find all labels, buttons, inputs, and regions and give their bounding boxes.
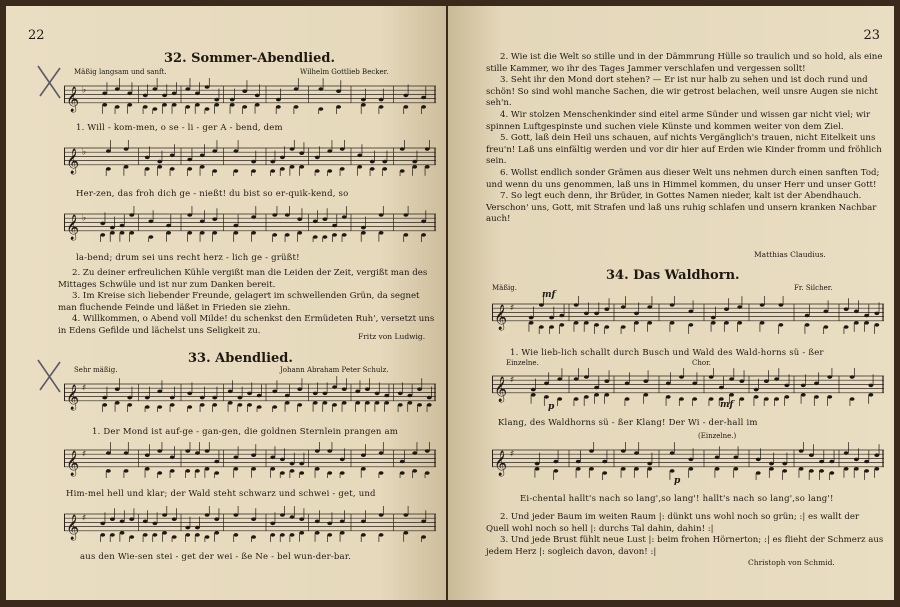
dynamic-marking: mf: [542, 290, 556, 300]
verse: 3. Seht ihr den Mond dort stehen? — Er ist nur halb zu sehen und ist doch rund und schön! So sind wohl manche Sachen, die wir getrost belachen, weil unsre Augen sie nicht seh'n.: [486, 75, 878, 109]
song-33-composer: Johann Abraham Peter Schulz.: [280, 366, 389, 374]
dynamic-marking: mf: [720, 400, 734, 410]
music-staff: [492, 296, 884, 334]
svg-text:♯: ♯: [82, 513, 87, 524]
svg-text:𝄞: 𝄞: [66, 86, 80, 112]
music-staff: [492, 442, 884, 480]
music-staff: [64, 78, 436, 114]
verse: 7. So legt euch denn, ihr Brüder, in Gottes Namen nieder, kalt ist der Abendhauch. Verschon' uns, Gott, mit Strafen und laß uns ruhig schlafen und unsern kranken Nachbar auch!: [486, 191, 877, 225]
lyric-line: aus den Wie-sen stei - get der wei - ße Ne - bel wun-der-bar.: [80, 552, 352, 562]
svg-text:𝄞: 𝄞: [66, 148, 80, 174]
svg-text:𝄞: 𝄞: [494, 450, 508, 476]
song-33-verses: [486, 52, 884, 226]
svg-text:♯: ♯: [510, 449, 515, 460]
svg-text:♭: ♭: [82, 85, 87, 96]
dynamic-marking: p: [548, 402, 555, 412]
lyric-line: Her-zen, das froh dich ge - nießt! du bist so er-quik-kend, so: [76, 189, 349, 199]
svg-text:𝄞: 𝄞: [66, 384, 80, 410]
section-label: Chor.: [692, 359, 711, 367]
svg-text:♭: ♭: [82, 147, 87, 158]
lyric-line: 1. Der Mond ist auf-ge - gan-gen, die goldnen Sternlein prangen am: [92, 427, 399, 437]
pencil-x-mark-1: [34, 62, 64, 102]
lyric-line: la-bend; drum sei uns recht herz - lich ge - grüßt!: [76, 253, 300, 263]
music-staff: [64, 442, 436, 478]
music-staff: [64, 376, 436, 412]
song-33-verse-author: Matthias Claudius.: [754, 250, 826, 259]
section-label: (Einzelne.): [698, 432, 737, 440]
lyric-line: Him-mel hell und klar; der Wald steht schwarz und schwei - get, und: [66, 489, 376, 499]
song-32-verse-author: Fritz von Ludwig.: [358, 332, 426, 341]
music-staff: [64, 206, 436, 242]
music-staff: [64, 506, 436, 542]
music-staff: [492, 368, 884, 406]
song-32-title: 32. Sommer-Abendlied.: [164, 51, 335, 66]
verse: 4. Wir stolzen Menschenkinder sind eitel arme Sünder und wissen gar nicht viel; wir spinnen Luftgespinste und suchen viele Künste und kommen weiter von dem Ziel.: [486, 109, 871, 132]
verse: 3. Im Kreise sich liebender Freunde, gelagert im schwellenden Grün, da segnet man fluchende Feinde und läßet in Frieden sie ziehn.: [58, 291, 420, 313]
page-number-right: 23: [863, 28, 880, 43]
song-33-tempo: Sehr mäßig.: [74, 366, 118, 374]
lyric-line: 1. Will - kom-men, o se - li - ger A - bend, dem: [76, 123, 283, 133]
song-33-title: 33. Abendlied.: [188, 351, 293, 366]
song-32-verses: [58, 268, 436, 338]
song-34-tempo: Mäßig.: [492, 284, 517, 292]
song-34-composer: Fr. Silcher.: [794, 284, 833, 292]
svg-text:♯: ♯: [510, 303, 515, 314]
music-staff: [64, 140, 436, 176]
pencil-x-mark-2: [34, 356, 64, 396]
svg-text:♯: ♯: [510, 375, 515, 386]
lyric-line: 1. Wie lieb-lich schallt durch Busch und Wald des Wald-horns sü - ßer: [510, 348, 824, 358]
svg-text:𝄞: 𝄞: [494, 304, 508, 330]
verse: 6. Wollst endlich sonder Grämen aus dieser Welt uns nehmen durch einen sanften Tod; und wenn du uns genommen, laß uns in Himmel kommen, du unser Herr und unser Gott!: [486, 167, 880, 190]
song-32-composer: Wilhelm Gottlieb Becker.: [300, 68, 389, 76]
song-34-verse-author: Christoph von Schmid.: [748, 558, 835, 567]
verse: 4. Willkommen, o Abend voll Milde! du schenkst den Ermüdeten Ruh', versetzt uns in Edens Gefilde und lächelst uns Seligkeit zu.: [58, 314, 435, 336]
svg-text:𝄞: 𝄞: [494, 376, 508, 402]
svg-text:♯: ♯: [82, 449, 87, 460]
song-34-title: 34. Das Waldhorn.: [606, 268, 740, 283]
dynamic-marking: p: [674, 476, 681, 486]
verse: 3. Und jede Brust fühlt neue Lust |: beim frohen Hörnerton; :| es flieht der Schmerz aus jedem Herz |: sogleich davon, davon! :|: [486, 535, 884, 557]
svg-text:♯: ♯: [82, 383, 87, 394]
verse: 2. Und jeder Baum im weiten Raum |: dünkt uns wohl noch so grün; :| es wallt der Quell wohl noch so hell |: durchs Tal dahin, dahin! :|: [486, 512, 860, 534]
section-label: Einzelne.: [506, 359, 539, 367]
svg-text:♭: ♭: [82, 213, 87, 224]
svg-text:𝄞: 𝄞: [66, 450, 80, 476]
song-32-tempo: Mäßig langsam und sanft.: [74, 68, 167, 76]
verse: 2. Wie ist die Welt so stille und in der Dämmrung Hülle so traulich und so hold, als eine stille Kammer, wo ihr des Tages Jammer verschlafen und vergessen sollt!: [486, 52, 883, 74]
page-number-left: 22: [28, 28, 45, 43]
lyric-line: Ei-chental hallt's nach so lang',so lang'! hallt's nach so lang',so lang'!: [520, 494, 834, 504]
verse: 5. Gott, laß dein Heil uns schauen, auf nichts Vergänglich's trauen, nicht Eitelkeit uns freu'n! Laß uns einfältig werden und vor dir hier auf Erden wie Kinder fromm und fröhlich sein.: [486, 133, 882, 167]
svg-text:𝄞: 𝄞: [66, 214, 80, 240]
left-page: [6, 6, 446, 600]
lyric-line: Klang, des Waldhorns sü - ßer Klang! Der Wi - der-hall im: [498, 418, 758, 428]
svg-text:𝄞: 𝄞: [66, 514, 80, 540]
verse: 2. Zu deiner erfreulichen Kühle vergißt man die Leiden der Zeit, vergißt man des Mittages Schwüle und ist nur zum Danken bereit.: [58, 268, 428, 290]
right-page: [448, 6, 894, 600]
song-34-verses: [486, 512, 884, 558]
